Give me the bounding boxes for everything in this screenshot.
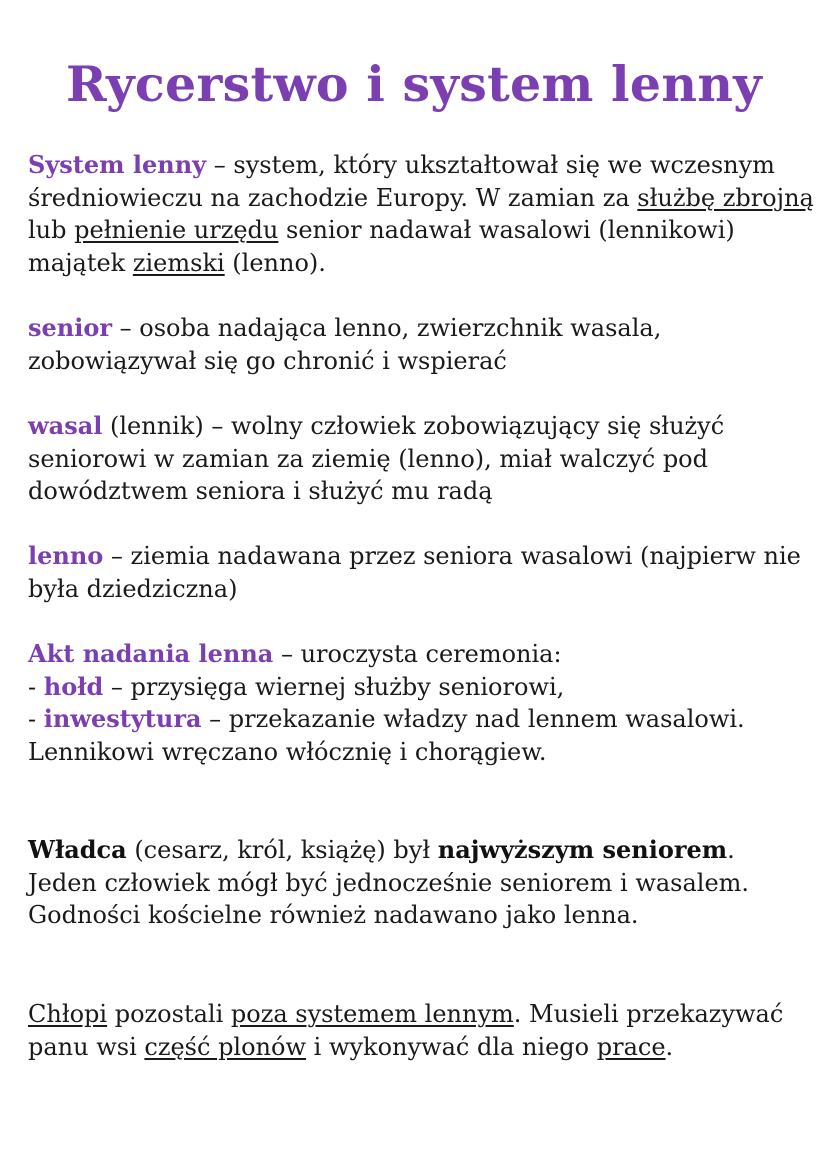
underlined-text: służbę zbrojną xyxy=(637,183,814,212)
term-wasal: wasal xyxy=(28,411,103,440)
text: . xyxy=(665,1032,674,1061)
text: – przysięga wiernej służby seniorowi, xyxy=(103,672,565,701)
underlined-text: poza systemem lennym xyxy=(230,1000,514,1028)
akt-hold-line xyxy=(28,671,818,704)
underlined-text: prace xyxy=(596,1032,666,1061)
term-system-lenny: System lenny xyxy=(28,150,207,179)
definition-system-lenny xyxy=(28,149,818,279)
text: – przekazanie władzy nad lennem wasalowi. Lennikowi wręczano włócznię i chorągiew. xyxy=(28,705,745,766)
text: – uroczysta ceremonia: xyxy=(273,640,562,668)
term-inwestytura: inwestytura xyxy=(43,704,202,733)
text: i wykonywać dla niego xyxy=(306,1032,597,1061)
text: – ziemia nadawana przez seniora wasalowi (najpierw nie była dziedziczna) xyxy=(28,542,801,603)
underlined-text: część plonów xyxy=(144,1032,307,1061)
bold-text: najwyższym seniorem xyxy=(437,835,728,864)
wladca-line-3: Godności kościelne również nadawano jako lenna. xyxy=(28,901,639,929)
wladca-line-1 xyxy=(28,834,818,867)
bold-text: Władca xyxy=(28,835,127,864)
dash: - xyxy=(28,672,44,701)
term-lenno: lenno xyxy=(28,541,104,570)
text: . Musieli przekazywać panu wsi xyxy=(28,1000,784,1061)
definition-wasal xyxy=(28,410,818,508)
paragraph-wladca xyxy=(28,834,818,932)
wladca-line-2: Jeden człowiek mógł być jednocześnie seniorem i wasalem. xyxy=(28,868,750,897)
text: – osoba nadająca lenno, zwierzchnik wasala, zobowiązywał się go chronić i wspierać xyxy=(28,314,662,375)
page-title: Rycerstwo i system lenny xyxy=(65,55,763,113)
text: lub xyxy=(28,216,75,244)
definition-senior xyxy=(28,312,818,377)
dash: - xyxy=(28,705,44,733)
paragraph-chlopi xyxy=(28,998,818,1063)
akt-intro-line xyxy=(28,638,818,671)
underlined-text: ziemski xyxy=(132,248,225,277)
akt-inwestytura-line xyxy=(28,703,818,768)
text: (lennik) – wolny człowiek zobowiązujący się służyć seniorowi w zamian za ziemię (lenno), miał walczyć pod dowództwem seniora i służyć mu radą xyxy=(28,412,725,505)
text: (lenno). xyxy=(224,248,326,277)
term-hold: hołd xyxy=(43,671,104,701)
term-akt-nadania: Akt nadania lenna xyxy=(28,639,274,668)
definition-akt-nadania xyxy=(28,638,818,768)
underlined-text: Chłopi xyxy=(28,1000,108,1028)
term-senior: senior xyxy=(28,313,112,342)
text: (cesarz, król, książę) był xyxy=(126,836,438,864)
text: – system, który ukształtował się we wczesnym średniowieczu na zachodzie Europy. W zamian za xyxy=(28,151,775,212)
underlined-text: pełnienie urzędu xyxy=(74,216,279,244)
definition-lenno xyxy=(28,540,818,605)
text: pozostali xyxy=(107,1000,231,1028)
text: senior nadawał wasalowi (lennikowi) majątek xyxy=(28,216,735,277)
text: . xyxy=(727,836,735,864)
